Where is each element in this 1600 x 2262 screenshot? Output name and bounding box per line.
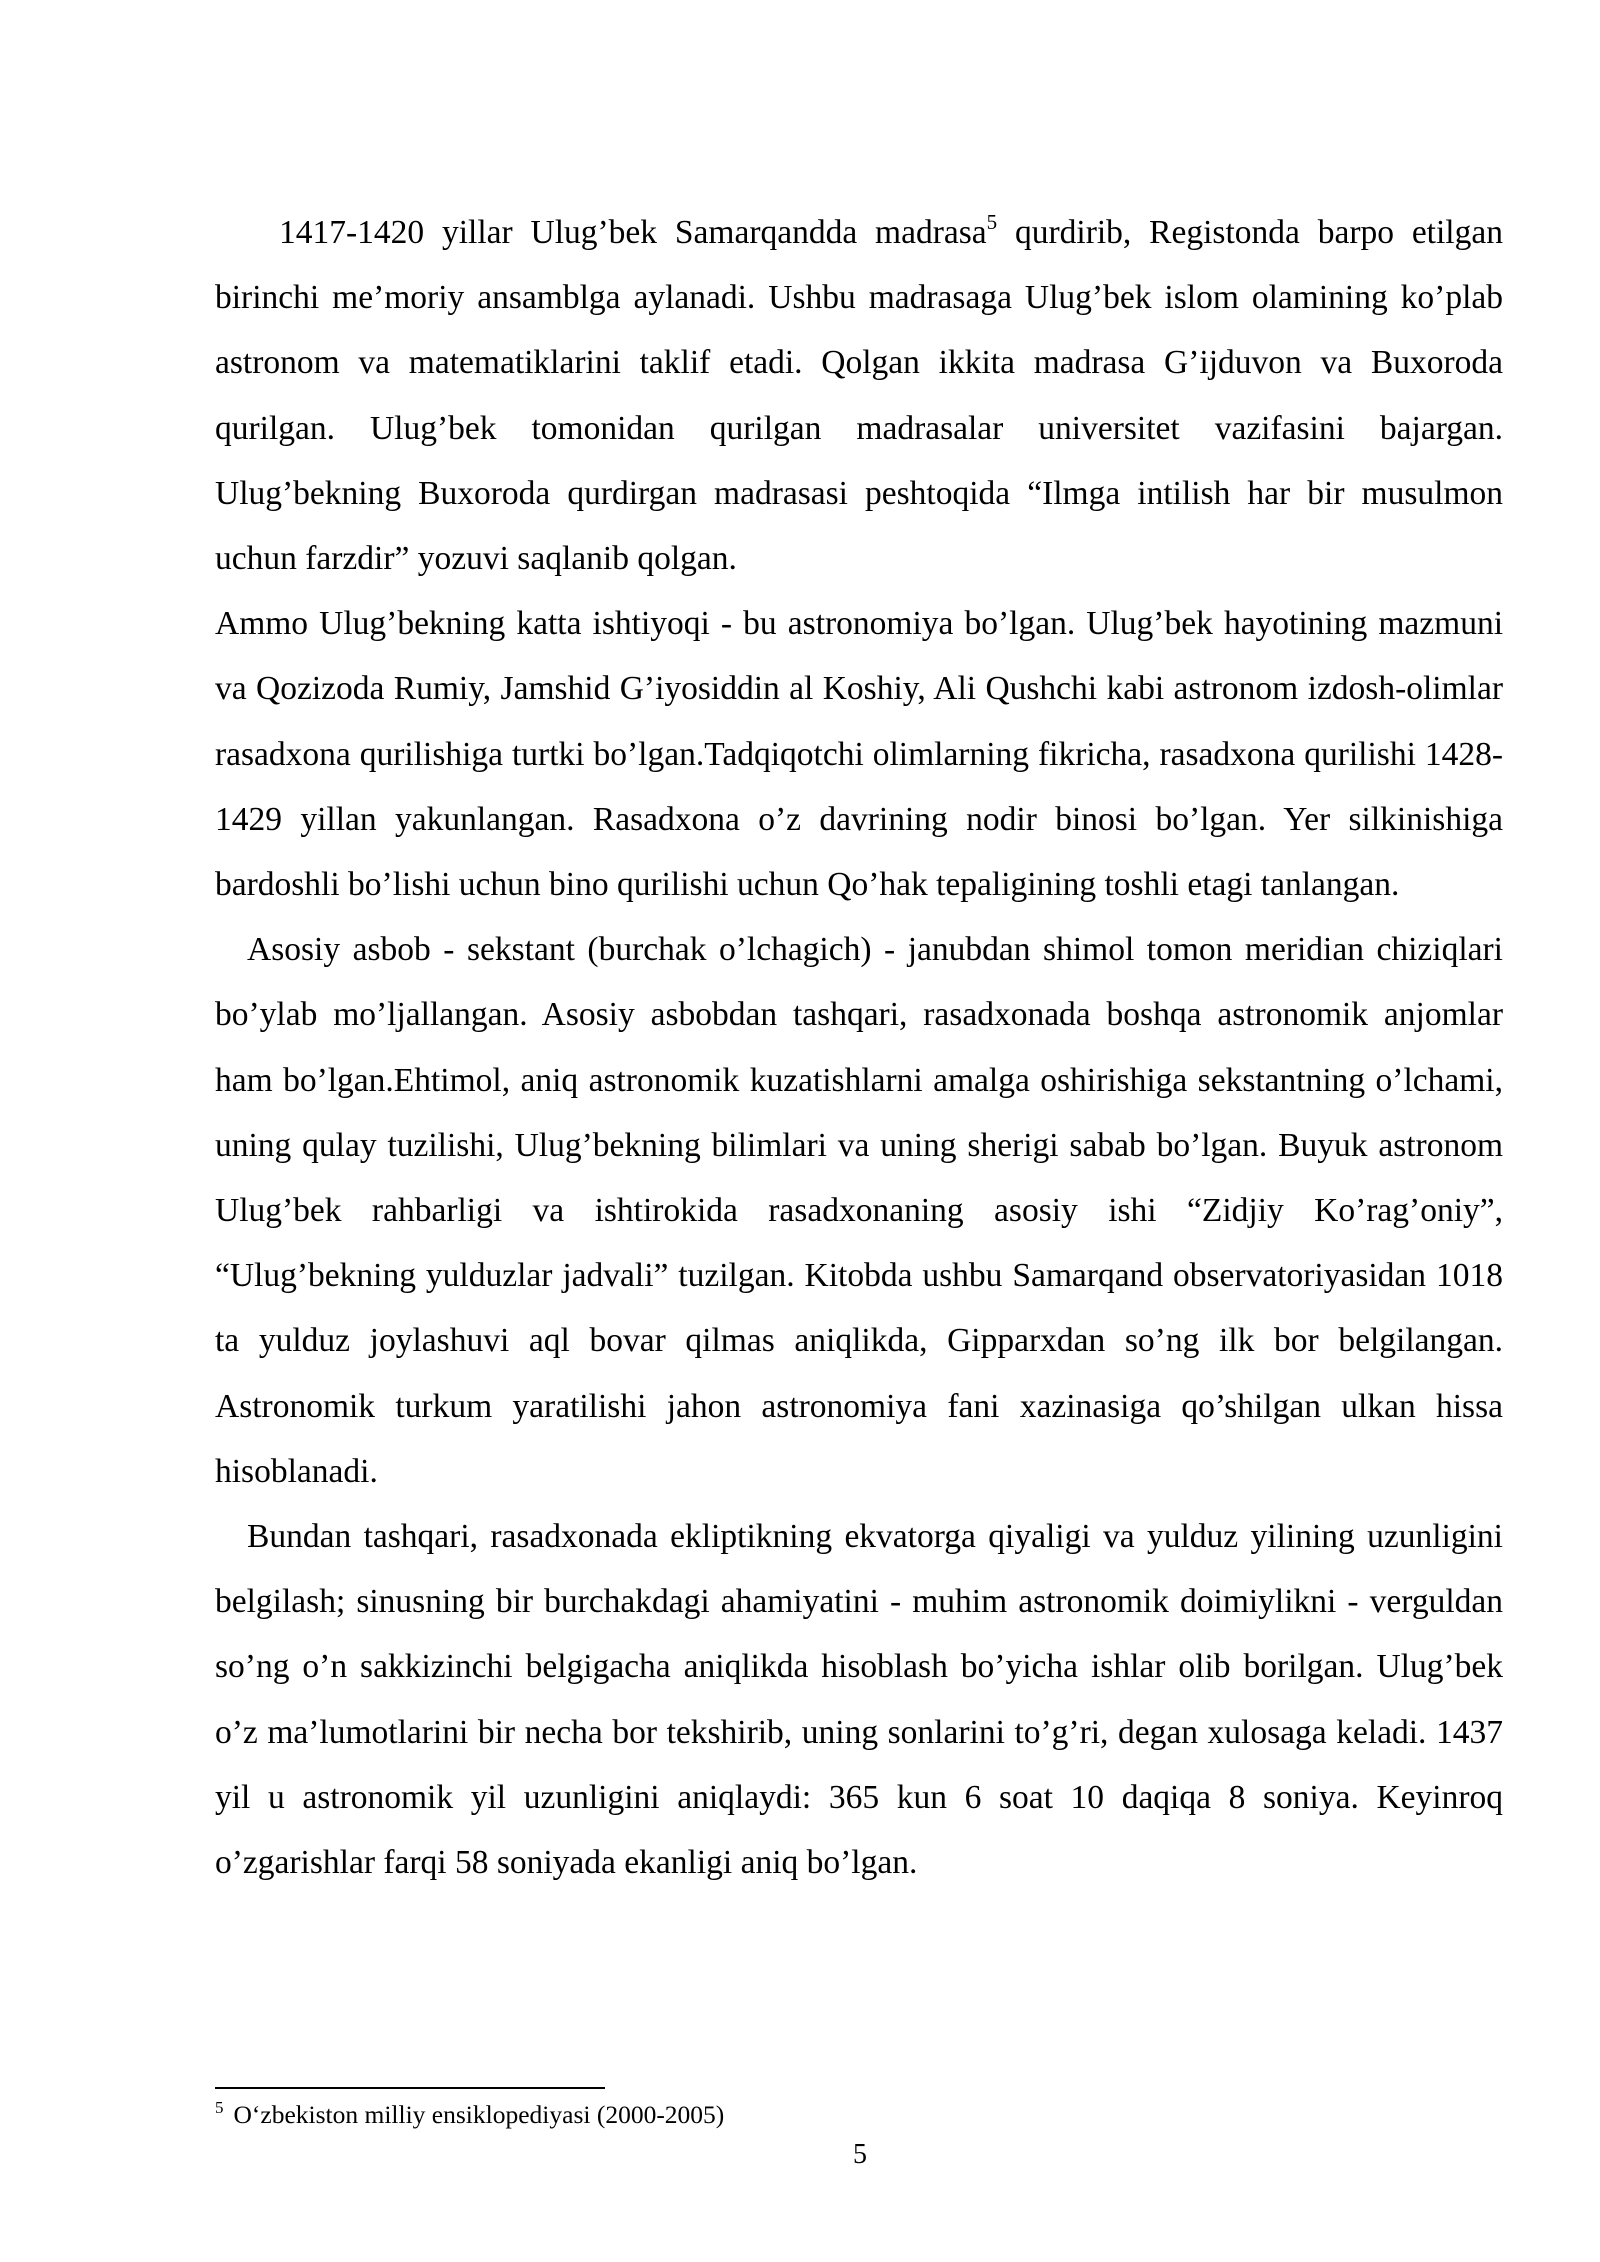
footnote (215, 2098, 724, 2132)
footnote-separator (215, 2087, 605, 2089)
footnote-mark: 5 (215, 2098, 224, 2117)
paragraph-astronomy-passion: Ammo Ulug’bekning katta ishtiyoqi - bu astronomiya bo’lgan. Ulug’bek hayotining mazmuni va Qozizoda Rumiy, Jamshid G’iyosiddin al Koshiy, Ali Qushchi kabi astronom izdosh-olimlar rasadxona qurilishiga turtki bo’lgan.Tadqiqotchi olimlarning fikricha, rasadxona qurilishi 1428-1429 yillan yakunlangan. Rasadxona o’z davrining nodir binosi bo’lgan. Yer silkinishiga bardoshli bo’lishi uchun bino qurilishi uchun Qo’hak tepaligining toshli etagi tanlangan. (215, 605, 1503, 904)
footnote-reference: 5 (986, 210, 998, 234)
paragraph-sextant: Asosiy asbob - sekstant (burchak o’lchagich) - janubdan shimol tomon meridian chiziqlari bo’ylab mo’ljallangan. Asosiy asbobdan tashqari, rasadxonada boshqa astronomik anjomlar ham bo’lgan.Ehtimol, aniq astronomik kuzatishlarni amalga oshirishiga sekstantning o’lchami, uning qulay tuzilishi, Ulug’bekning bilimlari va uning sherigi sabab bo’lgan. Buyuk astronom Ulug’bek rahbarligi va ishtirokida rasadxonaning asosiy ishi “Zidjiy Ko’rag’oniy”, “Ulug’bekning yulduzlar jadvali” tuzilgan. Kitobda ushbu Samarqand observatoriyasidan 1018 ta yulduz joylashuvi aql bovar qilmas aniqlikda, Gipparxdan so’ng ilk bor belgilangan. Astronomik turkum yaratilishi jahon astronomiya fani xazinasiga qo’shilgan ulkan hissa hisoblanadi. (215, 931, 1503, 1490)
footnote-text: O‘zbekiston milliy ensiklopediyasi (2000-2005) (233, 2100, 725, 2129)
paragraph-madrasa (215, 200, 1503, 591)
paragraph-text: qurdirib, Registonda barpo etilgan birinchi me’moriy ansamblga aylanadi. Ushbu madrasaga Ulug’bek islom olamining ko’plab astronom va matematiklarini taklif etadi. Qolgan ikkita madrasa G’ijduvon va Buxoroda qurilgan. Ulug’bek tomonidan qurilgan madrasalar universitet vazifasini bajargan. Ulug’bekning Buxoroda qurdirgan madrasasi peshtoqida “Ilmga intilish har bir musulmon uchun farzdir” yozuvi saqlanib qolgan. (215, 214, 1503, 578)
body-text (215, 200, 1503, 1895)
page-number: 5 (853, 2139, 867, 2170)
paragraph-measurements: Bundan tashqari, rasadxonada ekliptikning ekvatorga qiyaligi va yulduz yilining uzunligini belgilash; sinusning bir burchakdagi ahamiyatini - muhim astronomik doimiylikni - verguldan so’ng o’n sakkizinchi belgigacha aniqlikda hisoblash bo’yicha ishlar olib borilgan. Ulug’bek o’z ma’lumotlarini bir necha bor tekshirib, uning sonlarini to’g’ri, degan xulosaga keladi. 1437 yil u astronomik yil uzunligini aniqlaydi: 365 kun 6 soat 10 daqiqa 8 soniya. Keyinroq o’zgarishlar farqi 58 soniyada ekanligi aniq bo’lgan. (215, 1518, 1503, 1882)
paragraph-text: 1417-1420 yillar Ulug’bek Samarqandda madrasa (279, 214, 987, 251)
